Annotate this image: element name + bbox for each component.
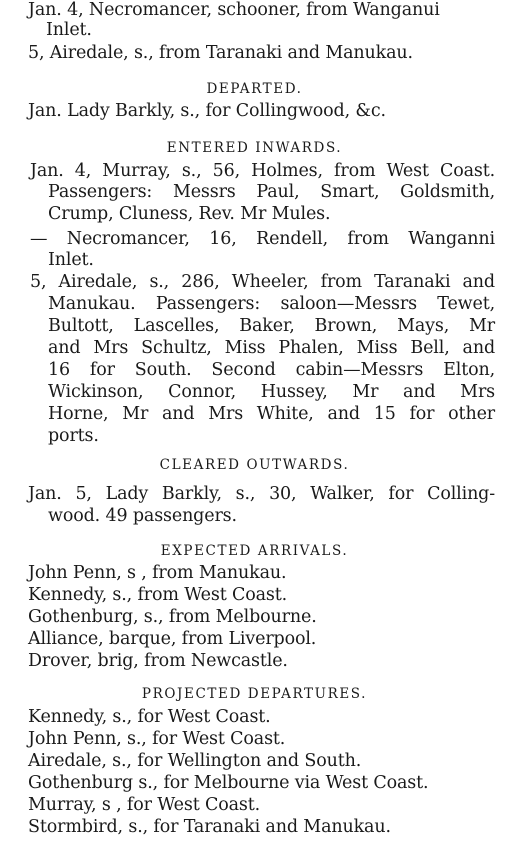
- expected-arrivals-line: Drover, brig, from Newcastle.: [28, 651, 288, 671]
- entered-inwards-line: Crump, Cluness, Rev. Mr Mules.: [48, 204, 331, 224]
- entered-inwards-heading: ENTERED INWARDS.: [166, 140, 343, 156]
- entered-inwards-line: and Mrs Schultz, Miss Phalen, Miss Bell, and: [48, 338, 495, 358]
- entered-inwards-line: Jan. 4, Murray, s., 56, Holmes, from West Coast.: [30, 161, 495, 181]
- entered-inwards-line: Horne, Mr and Mrs White, and 15 for other: [48, 404, 495, 424]
- expected-arrivals-line: Gothenburg, s., from Melbourne.: [28, 607, 317, 627]
- arrived-line: Jan. 4, Necromancer, schooner, from Wanganui: [28, 0, 440, 20]
- entered-inwards-line: — Necromancer, 16, Rendell, from Wanganni: [30, 229, 495, 249]
- entered-inwards-line: ports.: [48, 426, 99, 446]
- projected-departures-line: Stormbird, s., for Taranaki and Manukau.: [28, 817, 391, 837]
- projected-departures-line: Airedale, s., for Wellington and South.: [28, 751, 362, 771]
- cleared-outwards-heading: CLEARED OUTWARDS.: [159, 457, 350, 473]
- entered-inwards-line: 16 for South. Second cabin—Messrs Elton,: [48, 360, 495, 380]
- projected-departures-heading: PROJECTED DEPARTURES.: [141, 686, 368, 702]
- entered-inwards-line: Passengers: Messrs Paul, Smart, Goldsmith,: [48, 182, 495, 202]
- projected-departures-line: Murray, s , for West Coast.: [28, 795, 261, 815]
- projected-departures-line: Kennedy, s., for West Coast.: [28, 707, 271, 727]
- cleared-outwards-line: Jan. 5, Lady Barkly, s., 30, Walker, for Colling-: [28, 484, 495, 504]
- departed-heading: DEPARTED.: [206, 81, 303, 97]
- expected-arrivals-line: Kennedy, s., from West Coast.: [28, 585, 288, 605]
- cleared-outwards-line: wood. 49 passengers.: [48, 506, 237, 526]
- arrived-line: 5, Airedale, s., from Taranaki and Manukau.: [28, 43, 413, 63]
- projected-departures-line: John Penn, s., for West Coast.: [28, 729, 286, 749]
- expected-arrivals-heading: EXPECTED ARRIVALS.: [160, 543, 349, 559]
- arrived-line: Inlet.: [46, 20, 92, 40]
- entered-inwards-line: Wickinson, Connor, Hussey, Mr and Mrs: [48, 382, 495, 402]
- entered-inwards-line: 5, Airedale, s., 286, Wheeler, from Taranaki and: [30, 272, 495, 292]
- expected-arrivals-line: Alliance, barque, from Liverpool.: [28, 629, 317, 649]
- projected-departures-line: Gothenburg s., for Melbourne via West Coast.: [28, 773, 429, 793]
- entered-inwards-line: Inlet.: [48, 250, 94, 270]
- expected-arrivals-line: John Penn, s , from Manukau.: [28, 563, 287, 583]
- entered-inwards-line: Manukau. Passengers: saloon—Messrs Tewet,: [48, 294, 495, 314]
- departed-line: Jan. Lady Barkly, s., for Collingwood, &c.: [28, 101, 386, 121]
- entered-inwards-line: Bultott, Lascelles, Baker, Brown, Mays, Mr: [48, 316, 495, 336]
